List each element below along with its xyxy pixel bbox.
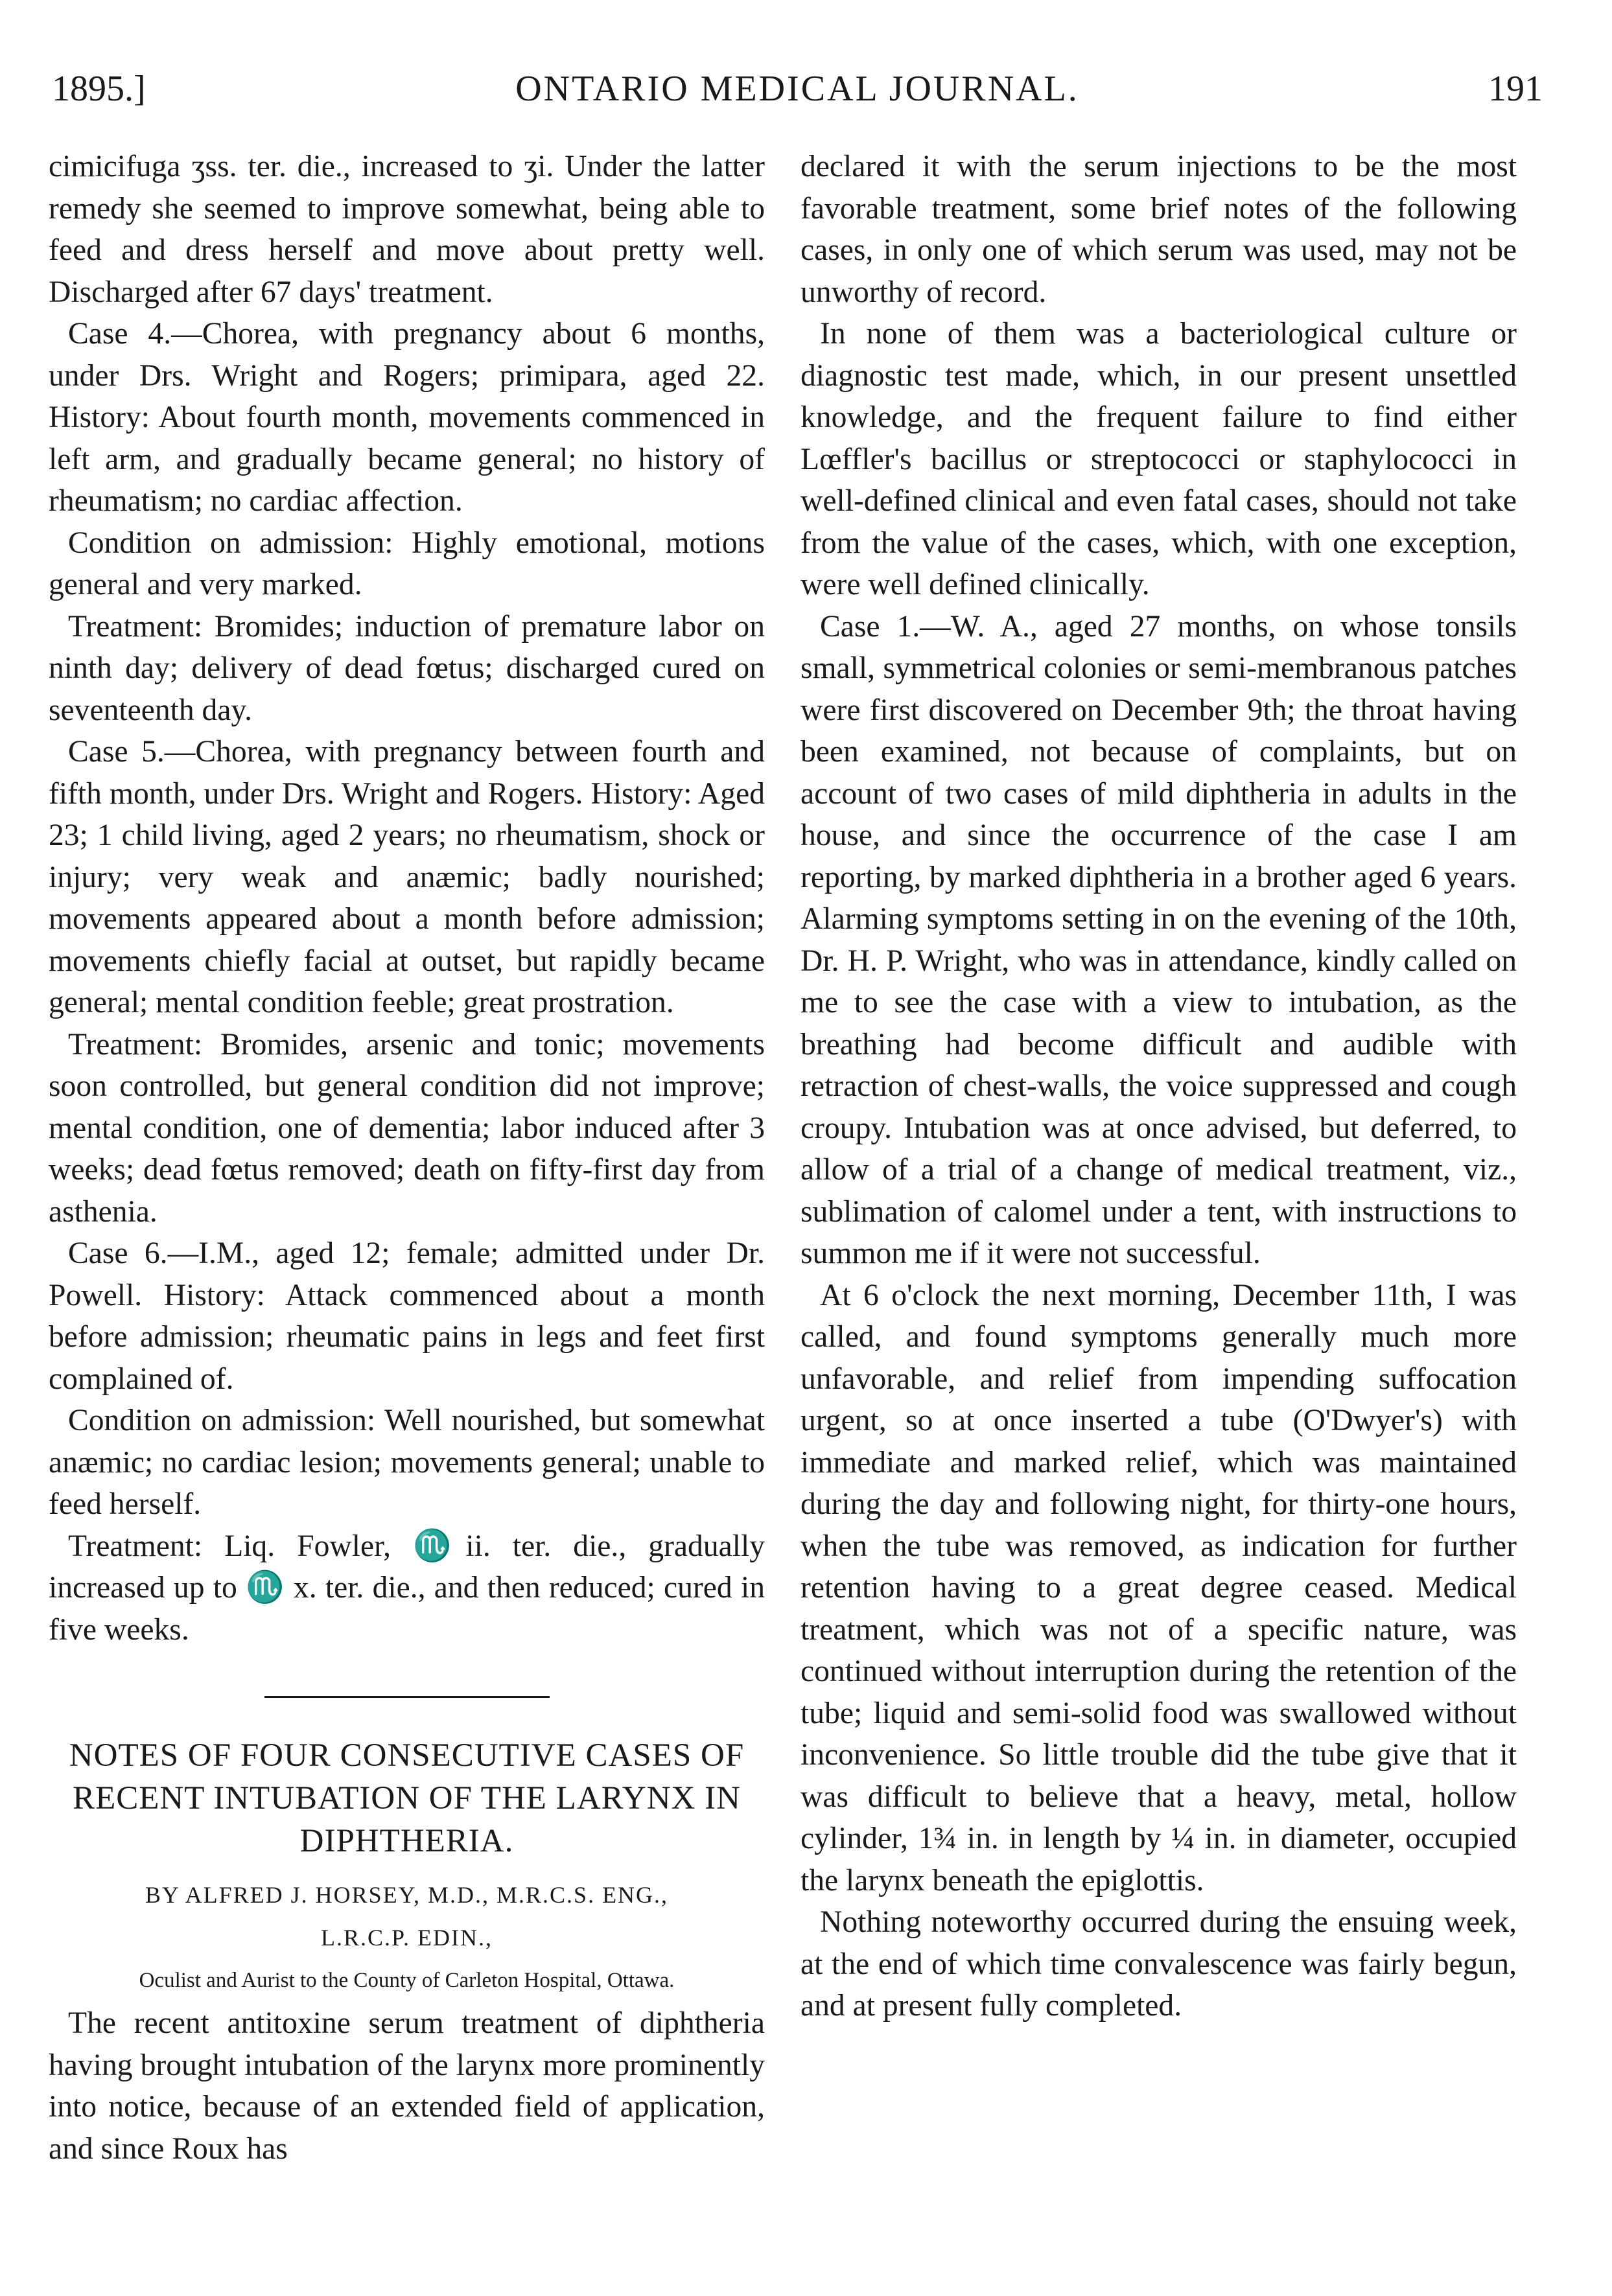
section-divider: [264, 1696, 550, 1698]
paragraph: Case 6.—I.M., aged 12; female; admitted under Dr. Powell. History: Attack commenced about a month before admission; rheumatic pains in legs and feet first complained of.: [49, 1236, 765, 1396]
paragraph: Treatment: Bromides, arsenic and tonic; movements soon controlled, but general condition did not improve; mental condition, one of dementia; labor induced after 3 weeks; dead fœtus removed; death on fifty-first day from asthenia.: [49, 1027, 765, 1229]
paragraph: Case 5.—Chorea, with pregnancy between fourth and fifth month, under Drs. Wright and Rogers. History: Aged 23; 1 child living, aged 2 years; no rheumatism, shock or injury; very weak and anæmic; badly nourished; movements appeared about a month before admission; movements chiefly facial at outset, but rapidly became general; mental condition feeble; great prostration.: [49, 735, 765, 1019]
paragraph: declared it with the serum injections to be the most favorable treatment, some brief notes of the following cases, in only one of which serum was used, may not be unworthy of record.: [800, 150, 1517, 309]
journal-title: ONTARIO MEDICAL JOURNAL.: [515, 69, 1079, 109]
paragraph: Case 1.—W. A., aged 27 months, on whose tonsils small, symmetrical colonies or semi-membranous patches were first discovered on December 9th; the throat having been examined, not because of complaints, but on account of two cases of mild diphtheria in adults in the house, and since the occurrence of the case I am reporting, by marked diphtheria in a brother aged 6 years. Alarming symptoms setting in on the evening of the 10th, Dr. H. P. Wright, who was in attendance, kindly called on me to see the case with a view to intubation, as the breathing had become difficult and audible with retraction of chest-walls, the voice suppressed and cough croupy. Intubation was at once advised, but deferred, to allow of a trial of a change of medical treatment, viz., sublimation of calomel under a tent, with instructions to summon me if it were not successful.: [800, 609, 1517, 1270]
running-header: [52, 68, 1543, 126]
paragraph: At 6 o'clock the next morning, December 11th, I was called, and found symptoms generally much more unfavorable, and relief from impending suffocation urgent, so at once inserted a tube (O'Dwyer's) with immediate and marked relief, which was maintained during the day and following night, for thirty-one hours, when the tube was removed, as indication for further retention having to a great degree ceased. Medical treatment, which was not of a specific nature, was continued without interruption during the retention of the tube; liquid and semi-solid food was swallowed without inconvenience. So little trouble did the tube give that it was difficult to believe that a heavy, metal, hollow cylinder, 1¾ in. in length by ¼ in. in diameter, occupied the larynx beneath the epiglottis.: [800, 1278, 1517, 1897]
article-intro: The recent antitoxine serum treatment of diphtheria having brought intubation of the larynx more prominently into notice, because of an extended field of application, and since Roux has: [49, 2006, 765, 2166]
author-credentials: L.R.C.P. EDIN.,: [320, 1925, 493, 1951]
paragraph: Case 4.—Chorea, with pregnancy about 6 months, under Drs. Wright and Rogers; primipara, aged 22. History: About fourth month, movements commenced in left arm, and gradually became general; no history of rheumatism; no cardiac affection.: [49, 317, 765, 518]
paragraph: Nothing noteworthy occurred during the ensuing week, at the end of which time convalescence was fairly begun, and at present fully completed.: [800, 1905, 1517, 2023]
author-affiliation: Oculist and Aurist to the County of Carleton Hospital, Ottawa.: [139, 1969, 675, 1992]
paragraph: In none of them was a bacteriological culture or diagnostic test made, which, in our present unsettled knowledge, and the frequent failure to find either Lœffler's bacillus or streptococci or staphylococci in well-defined clinical and even fatal cases, should not take from the value of the cases, which, with one exception, were well defined clinically.: [800, 317, 1517, 601]
page-number: 191: [1488, 69, 1543, 109]
paragraph: Treatment: Bromides; induction of premature labor on ninth day; delivery of dead fœtus; discharged cured on seventeenth day.: [49, 609, 765, 727]
paragraph: Treatment: Liq. Fowler, ♏ii. ter. die., gradually increased up to ♏ x. ter. die., and then reduced; cured in five weeks.: [49, 1529, 765, 1647]
paragraph: Condition on admission: Highly emotional, motions general and very marked.: [49, 526, 765, 601]
article-title: NOTES OF FOUR CONSECUTIVE CASES OF RECENT INTUBATION OF THE LARYNX IN DIPHTHERIA.: [69, 1737, 745, 1859]
paragraph: Condition on admission: Well nourished, but somewhat anæmic; no cardiac lesion; movements general; unable to feed herself.: [49, 1404, 765, 1521]
header-year: 1895.]: [52, 69, 146, 109]
paragraph: cimicifuga ʒss. ter. die., increased to ʒi. Under the latter remedy she seemed to improve somewhat, being able to feed and dress herself and move about pretty well. Discharged after 67 days' treatment.: [49, 150, 765, 309]
author-byline: BY ALFRED J. HORSEY, M.D., M.R.C.S. ENG.,: [145, 1882, 669, 1908]
right-column: [800, 146, 1517, 2027]
left-column: [49, 146, 765, 2170]
